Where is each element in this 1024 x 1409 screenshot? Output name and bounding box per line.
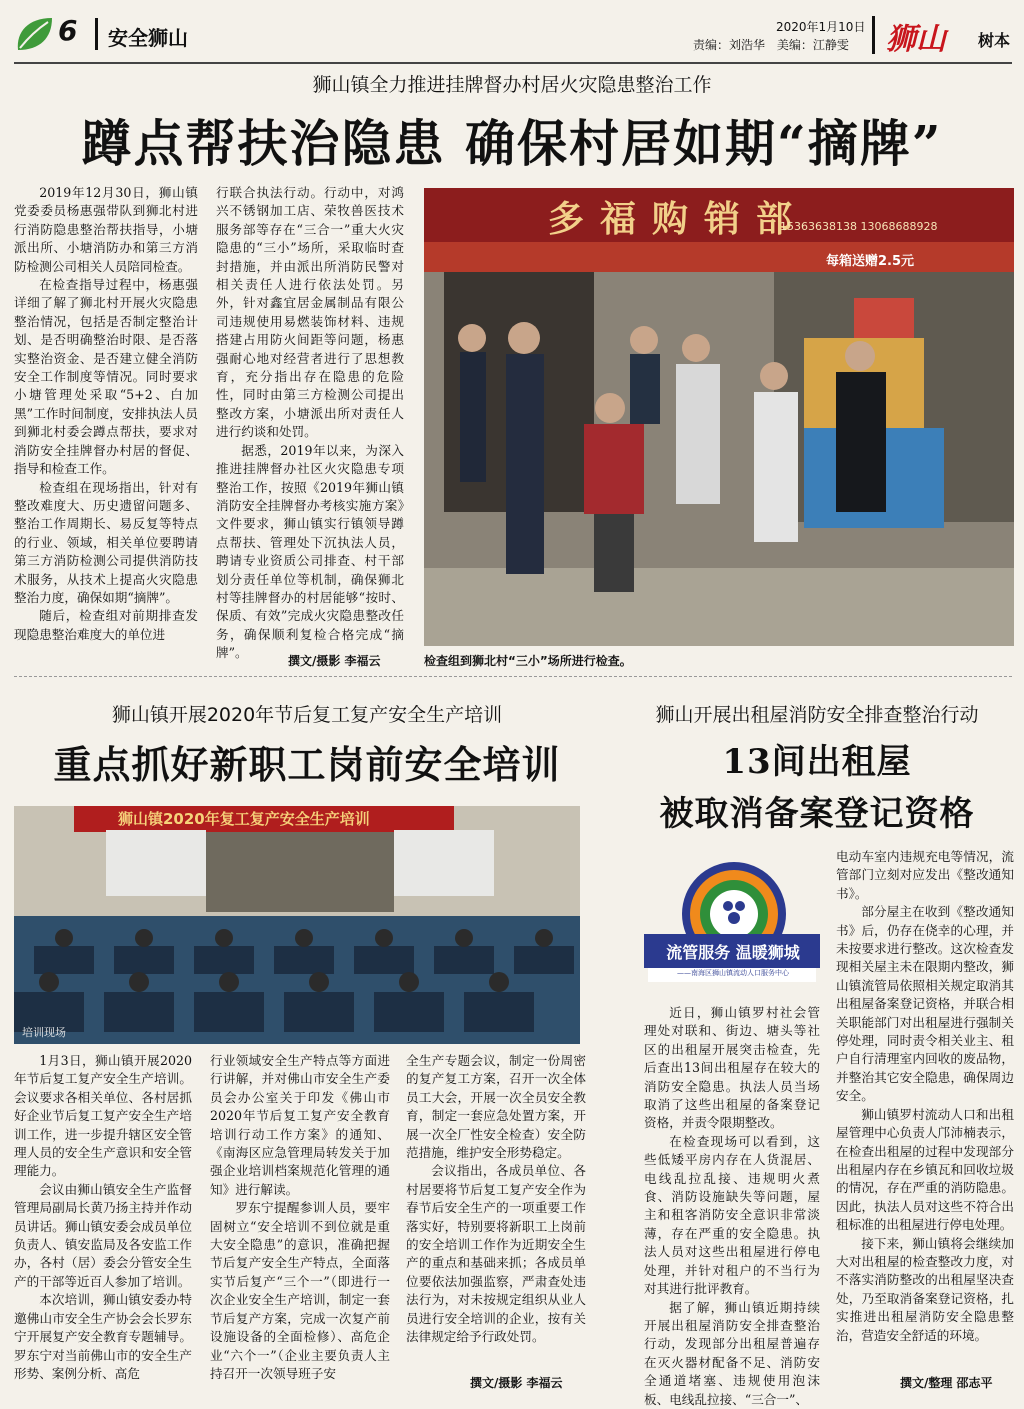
article1-column-2 [216,184,404,663]
paragraph: 行联合执法行动。行动中，对鸿兴不锈钢加工店、荣牧兽医技术服务部等存在“三合一”重大火灾隐患的“三小”场所，采取临时查封措施，并由派出所消防民警对相关责任人进行依法处罚。另外，针对鑫宜居金属制品有限公司违规使用易燃装饰材料、违规搭建占用防火间距等问题，杨惠强耐心地对经营者进行了思想教育，充分指出存在隐患的危险性，同时由第三方检测公司提出整改方案，小塘派出所对责任人进行约谈和处罚。 [216,185,404,440]
header-divider-right [872,16,875,54]
article2-subtitle: 狮山镇开展2020年节后复工复产安全生产培训 [111,704,503,726]
paragraph: 在检查指导过程中，杨惠强详细了解了狮北村开展火灾隐患整治情况，包括是否制定整治计划、是否明确整治时限、是否落实整治资金、是否建立健全消防安全工作制度等情况。同时要求小塘管理处采取“5+2、白加黑”工作时间制度，安排执法人员到狮北村委会蹲点帮扶，要求对消防安全挂牌督办村居的督促、指导和检查工作。 [14,277,198,477]
editor-credits [693,36,857,53]
newspaper-logo: 狮山 [886,22,946,57]
article2-photo [14,806,580,1044]
paragraph: 行业领域安全生产特点等方面进行讲解，并对佛山市安全生产委员会办公室关于印发《佛山市2020年节后复工复产安全教育培训行动工作方案》的通知、《南海区应急管理局转发关于加强企业培训档案规范化管理的通知》进行解读。 [210,1053,390,1197]
paragraph: 接下来，狮山镇将会继续加大对出租屋的检查整改力度，对不落实消防整改的出租屋坚决查处，乃至取消备案登记资格，扎实推进出租屋消防安全隐患整治，营造安全舒适的环境。 [836,1235,1014,1343]
article3-title-line1: 13间出租屋 [722,742,912,782]
section-divider [14,676,1012,677]
article2-column-2 [210,1052,390,1383]
article2-title: 重点抓好新职工岗前安全培训 [53,742,561,787]
badge-slogan: 流管服务 温暖狮城 [666,943,800,962]
newspaper-logo-sub: 树本 [978,31,1011,50]
editor-name: 责编：刘浩华 [693,38,766,52]
shop-sign-phone: 15363638138 13068688928 [780,220,938,233]
photo-watermark: 培训现场 [22,1026,66,1039]
paragraph: 1月3日，狮山镇开展2020年节后复工复产安全生产培训。会议要求各相关单位、各村居抓好企业节后复工复产安全生产培训工作，进一步提升辖区安全管理人员的安全生产意识和安全管理能力。 [14,1053,192,1179]
article3-column-2 [836,848,1014,1345]
paragraph: 部分屋主在收到《整改通知书》后，仍存在侥幸的心理，并未按要求进行整改。这次检查发现相关屋主未在限期内整改，狮山镇流管局依照相关规定取消其出租屋备案登记资格，并联合相关职能部门对出租屋进行强制关停处理，同时责令相关业主、租户自行清理室内回收的废品物，并整治其它安全隐患，确保周边安全。 [836,904,1014,1104]
badge-organization: ——南海区狮山镇流动人口服务中心 [677,969,789,977]
paragraph: 检查组在现场指出，针对有整改难度大、历史遗留问题多、整治工作周期长、易反复等特点的行业、领域，相关单位要聘请第三方消防检测公司提供消防技术服务，从技术上提高火灾隐患整治力度，确保如期“摘牌”。 [14,479,198,605]
designer-name: 美编：江静雯 [776,38,849,52]
paragraph: 电动车室内违规充电等情况，流管部门立刻对应发出《整改通知书》。 [836,849,1014,901]
article3-title-line2: 被取消备案登记资格 [659,794,975,834]
article2-column-1 [14,1052,192,1383]
page-number: 6 [58,14,78,47]
paragraph: 据悉，2019年以来，为深入推进挂牌督办社区火灾隐患专项整治工作，按照《2019年狮山镇消防安全挂牌督办考核实施方案》文件要求，狮山镇实行镇领导蹲点帮扶、管理处下沉执法人员，聘请专业资质公司排查、村干部划分责任单位等机制，确保狮北村等挂牌督办的村居能够“按时、保质、有效”完成火灾隐患整改任务，确保顺利复检合格完成“摘牌”。 [216,442,404,661]
paragraph: 会议指出，各成员单位、各村居要将节后复工复产安全作为春节后安全生产的一项重要工作落实好，特别要将新职工上岗前的安全培训工作作为近期安全生产的重点和基础来抓；各成员单位要依法加强监察，严肃查处违法行为，对未按规定组织从业人员进行安全培训的企业，按有关法律规定给予行政处罚。 [406,1163,586,1345]
article1-subtitle: 狮山镇全力推进挂牌督办村居火灾隐患整治工作 [312,74,712,96]
paragraph: 狮山镇罗村流动人口和出租屋管理中心负责人邝沛楠表示，在检查出租屋的过程中发现部分出租屋内存在乡镇瓦和回收垃圾的情况，存在严重的消防隐患。因此，执法人员对这些不符合出租标准的出租屋进行停电处理。 [836,1106,1014,1233]
paragraph: 会议由狮山镇安全生产监督管理局副局长黄乃扬主持并作动员讲话。狮山镇安委会成员单位负责人、镇安监局及各安监工作办，各村（居）委会分管安全生产的干部等近百人参加了培训。 [14,1181,192,1289]
paragraph: 在检查现场可以看到，这些低矮平房内存在人货混居、电线乱拉乱接、违规明火煮食、消防设施缺失等问题，屋主和租客消防安全意识非常淡薄，存在严重的安全隐患。执法人员对这些出租屋进行停电处理，并针对租户的不当行为对其进行批评教育。 [644,1133,820,1297]
paragraph: 近日，狮山镇罗村社会管理处对联和、街边、塘头等社区的出租屋开展突击检查，先后查出13间出租屋存在较大的消防安全隐患。执法人员当场取消了这些出租屋的备案登记资格，并责令限期整改。 [644,1005,820,1131]
paragraph: 全生产专题会议，制定一份周密的复产复工方案，召开一次全体员工大会，开展一次全员安全教育，制定一套应急处置方案，开展一次全厂性安全检查）安全防范措施，维护安全形势稳定。 [406,1053,586,1161]
article3-subtitle: 狮山开展出租屋消防安全排查整治行动 [655,704,979,726]
article1-photo [424,188,1014,646]
header-rule [14,62,1012,64]
article2-credit: 撰文/摄影 李福云 [470,1376,563,1390]
paragraph: 罗东宁提醒参训人员，要牢固树立“安全培训不到位就是重大安全隐患”的意识，准确把握节后复产安全生产特点，全面落实节后复产“三个一”（即进行一次企业安全生产培训，制定一套节后复产方案，完成一次复产前设施设备的全面检修）、高危企业“六个一”（企业主要负责人主持召开一次领导班子安 [210,1200,390,1381]
section-name: 安全狮山 [108,26,188,50]
article2-column-3 [406,1052,586,1347]
article1-column-1 [14,184,198,644]
article3-credit: 撰文/整理 邵志平 [900,1376,993,1390]
shop-banner-text: 每箱送赠2.5元 [826,254,915,269]
shop-sign-text: 多福购销部 [548,198,809,240]
article3-column-1 [644,1004,820,1409]
paragraph: 随后，检查组对前期排查发现隐患整治难度大的单位进 [14,608,198,642]
header-divider [95,18,98,50]
paragraph: 本次培训，狮山镇安委办特邀佛山市安全生产协会会长罗东宁开展复产安全教育专题辅导。罗东宁对当前佛山市的安全生产形势、案例分析、高危 [14,1292,192,1381]
paragraph: 2019年12月30日，狮山镇党委委员杨惠强带队到狮北村进行消防隐患整治帮扶指导，小塘派出所、小塘消防办和第三方消防检测公司相关人员陪同检查。 [14,185,198,274]
issue-date: 2020年1月10日 [776,20,866,34]
leaf-icon [14,14,56,54]
article1-photo-caption: 检查组到狮北村“三小”场所进行检查。 [424,654,632,668]
training-banner-text: 狮山镇2020年复工复产安全生产培训 [118,810,370,828]
article1-title: 蹲点帮扶治隐患 确保村居如期“摘牌” [81,114,943,173]
paragraph: 据了解，狮山镇近期持续开展出租屋消防安全排查整治行动，发现部分出租屋普遍存在灭火器材配备不足、消防安全通道堵塞、违规使用泡沫板、电线乱拉接、“三合一”、 [644,1299,820,1407]
article1-credit: 撰文/摄影 李福云 [288,654,381,668]
